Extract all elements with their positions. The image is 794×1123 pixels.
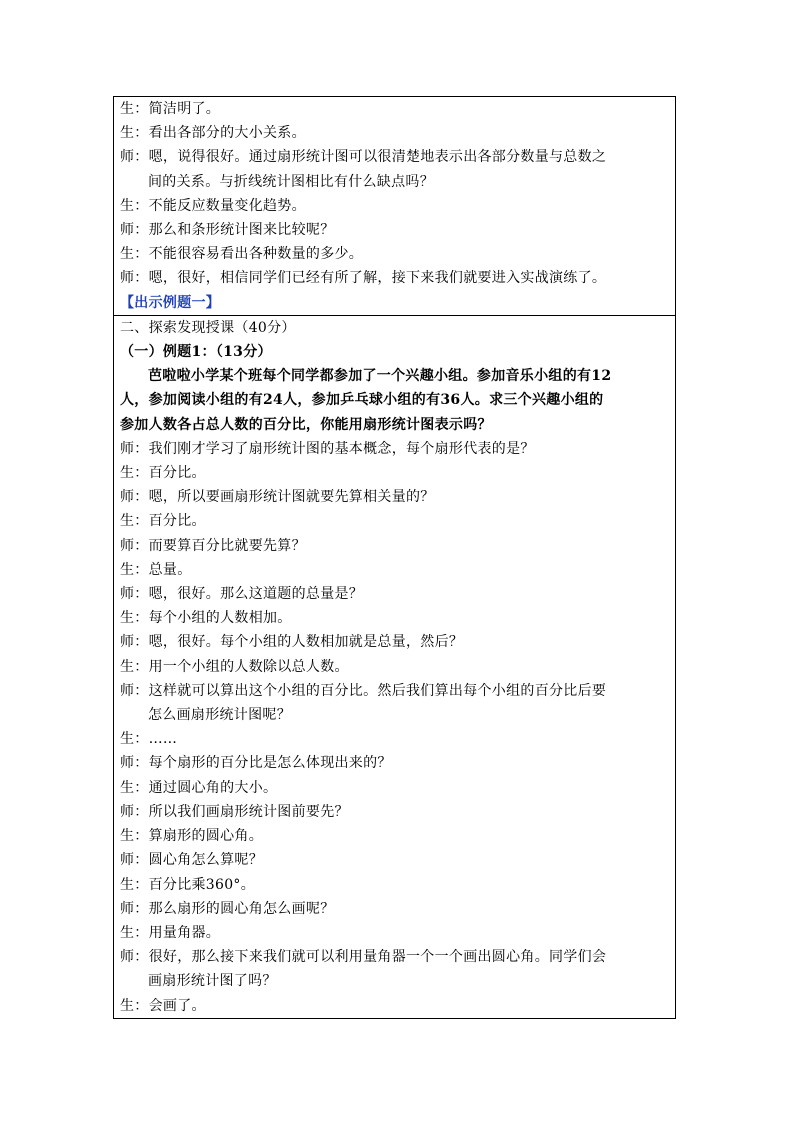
dialogue-line: 师：嗯，很好。每个小组的人数相加就是总量，然后？ [120,634,464,651]
dialogue-line: 生：总量。 [120,561,192,578]
dialogue-line: 师：我们刚才学习了扇形统计图的基本概念，每个扇形代表的是？ [120,440,535,457]
dialogue-cell-main [114,315,675,1018]
dialogue-line: 生：用量角器。 [120,924,221,941]
dialogue-line: 师：而要算百分比就要先算？ [120,537,306,554]
dialogue-line: 生：不能很容易看出各种数量的多少。 [120,246,364,263]
dialogue-line: 师：每个扇形的百分比是怎么体现出来的？ [120,755,392,772]
dialogue-line: 间的关系。与折线统计图相比有什么缺点吗？ [148,173,434,190]
dialogue-line: 生：每个小组的人数相加。 [120,610,292,627]
problem-text: 参加人数各占总人数的百分比，你能用扇形统计图表示吗？ [120,416,492,433]
dialogue-line: 生：百分比。 [120,465,206,482]
dialogue-line: 怎么画扇形统计图呢？ [148,707,291,724]
dialogue-line: 生：百分比乘360°。 [120,876,256,893]
section-heading: 二、探索发现授课（40分） [120,319,296,336]
problem-text: 人，参加阅读小组的有24人，参加乒乓球小组的有36人。求三个兴趣小组的 [120,392,604,409]
show-example-note: 【出示例题一】 [120,294,221,311]
dialogue-line: 师：那么扇形的圆心角怎么画呢？ [120,900,335,917]
dialogue-line: 师：圆心角怎么算呢？ [120,852,263,869]
dialogue-line: 师：嗯，说得很好。通过扇形统计图可以很清楚地表示出各部分数量与总数之 [120,149,607,166]
dialogue-line: 生：看出各部分的大小关系。 [120,125,306,142]
dialogue-line: 生：会画了。 [120,997,206,1014]
dialogue-cell-top [114,97,675,315]
dialogue-line: 生：简洁明了。 [120,101,221,117]
dialogue-line: 生：通过圆心角的大小。 [120,779,278,796]
dialogue-line: 师：嗯，很好。那么这道题的总量是？ [120,586,364,603]
dialogue-line: 师：这样就可以算出这个小组的百分比。然后我们算出每个小组的百分比后要 [120,682,607,699]
dialogue-line: 画扇形统计图了吗？ [148,973,277,990]
dialogue-line: 生：…… [120,731,178,748]
dialogue-line: 师：嗯，很好，相信同学们已经有所了解，接下来我们就要进入实战演练了。 [120,270,607,287]
dialogue-line: 师：嗯，所以要画扇形统计图就要先算相关量的？ [120,489,435,506]
lesson-table [113,96,676,1019]
dialogue-line: 生：百分比。 [120,513,206,530]
dialogue-line: 师：所以我们画扇形统计图前要先？ [120,803,349,820]
dialogue-line: 生：算扇形的圆心角。 [120,828,263,845]
dialogue-line: 生：不能反应数量变化趋势。 [120,197,306,214]
dialogue-line: 师：那么和条形统计图来比较呢？ [120,222,335,239]
dialogue-line: 师：很好，那么接下来我们就可以利用量角器一个一个画出圆心角。同学们会 [120,949,607,966]
example-heading: （一）例题1：（13分） [120,344,272,361]
dialogue-line: 生：用一个小组的人数除以总人数。 [120,658,349,675]
problem-text: 芭啦啦小学某个班每个同学都参加了一个兴趣小组。参加音乐小组的有12 [148,368,612,385]
